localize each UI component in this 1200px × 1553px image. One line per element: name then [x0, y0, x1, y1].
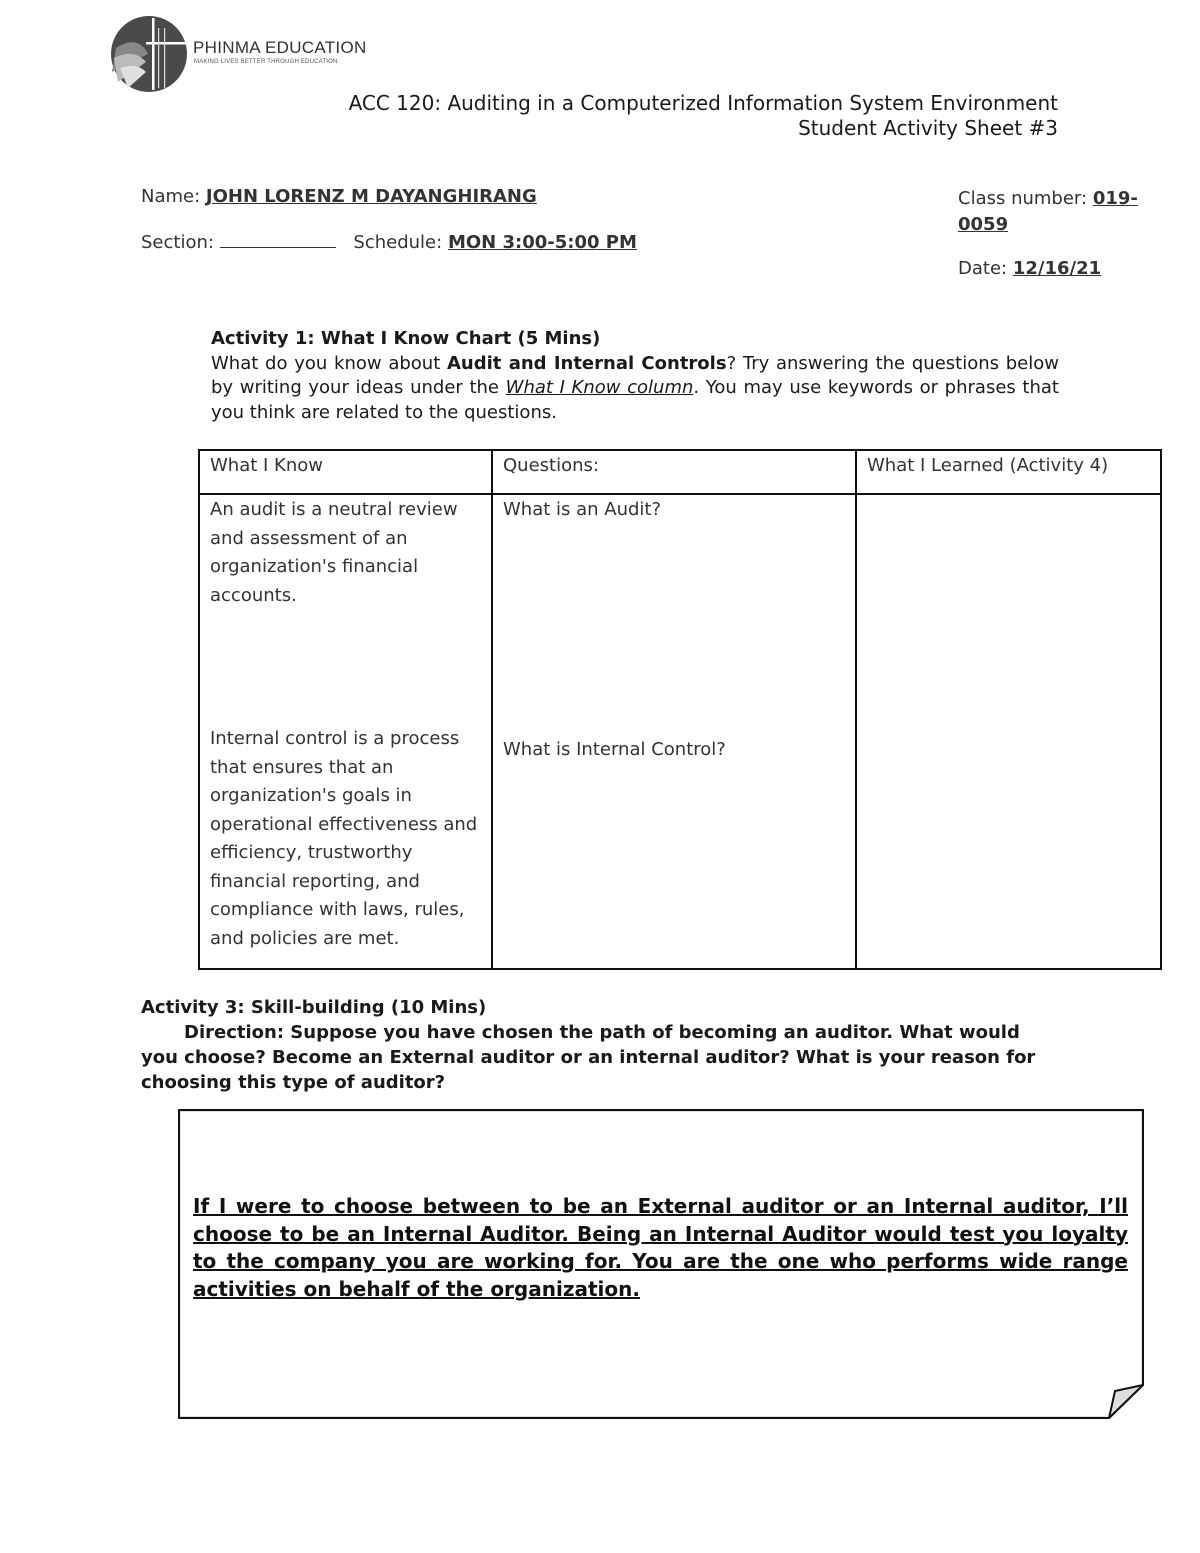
phinma-logo [108, 14, 190, 94]
know-cell[interactable] [199, 494, 492, 969]
brand-tagline: MAKING LIVES BETTER THROUGH EDUCATION [194, 59, 338, 65]
section-schedule-field [141, 232, 637, 253]
activity3-section [141, 995, 1051, 1095]
know-answer-audit: An audit is a neutral review and assessment of an organization's financial accounts. [210, 499, 458, 606]
header-what-i-know: What I Know [199, 450, 492, 494]
name-value: JOHN LORENZ M DAYANGHIRANG [205, 186, 537, 207]
schedule-value: MON 3:00-5:00 PM [447, 232, 637, 253]
know-answer-internal-control: Internal control is a process that ensures that an organization's goals in operational effectiveness and efficiency, trustworthy financial reporting, and compliance with laws, rules, and policies are met. [210, 728, 478, 949]
name-field [141, 186, 537, 207]
date-value: 12/16/21 [1012, 258, 1102, 279]
class-number-value: 019-0059 [958, 188, 1138, 235]
intro-text-b: ? Try answering the questions below by writing your ideas under the [211, 352, 1059, 398]
schedule-label: Schedule: [353, 232, 443, 253]
activity3-direction: Direction: Suppose you have chosen the path of becoming an auditor. What would you choose? Become an External auditor or an internal auditor? What is your reason for choosing this type of auditor? [141, 1022, 1036, 1093]
activity1-section [211, 327, 1059, 425]
intro-text-a: What do you know about [211, 352, 447, 374]
intro-text-c: . You may use keywords or phrases that you think are related to the questions. [211, 377, 1059, 423]
course-title: ACC 120: Auditing in a Computerized Information System Environment [348, 91, 1058, 115]
section-blank [220, 233, 336, 248]
activity3-heading: Activity 3: Skill-building (10 Mins) [141, 997, 487, 1018]
date-label: Date: [958, 258, 1008, 279]
header-what-i-learned: What I Learned (Activity 4) [856, 450, 1161, 494]
question-audit: What is an Audit? [503, 499, 662, 520]
brand-name: PHINMA EDUCATION [193, 38, 367, 57]
header-questions: Questions: [492, 450, 856, 494]
activity1-heading: Activity 1: What I Know Chart (5 Mins) [211, 328, 601, 349]
questions-cell [492, 494, 856, 969]
section-label: Section: [141, 232, 214, 253]
intro-bold: Audit and Internal Controls [447, 352, 727, 374]
learned-cell[interactable] [856, 494, 1161, 969]
activity1-instructions [211, 352, 1059, 426]
what-i-know-table [198, 449, 1162, 970]
name-label: Name: [141, 186, 201, 207]
question-internal-control: What is Internal Control? [503, 739, 726, 760]
intro-emphasis: What I Know column [505, 377, 694, 398]
class-number-label: Class number: [958, 188, 1088, 209]
table-header-row [199, 450, 1161, 494]
table-row [199, 494, 1161, 969]
class-number-field [958, 186, 1163, 238]
sheet-title: Student Activity Sheet #3 [798, 116, 1058, 140]
date-field [958, 258, 1101, 279]
activity3-answer[interactable]: If I were to choose between to be an External auditor or an Internal auditor, I’ll choose to be an Internal Auditor. Being an Internal Auditor would test you loyalty to the company you are working for. You are the one who performs wide range activities on behalf of the organization. [193, 1194, 1128, 1301]
